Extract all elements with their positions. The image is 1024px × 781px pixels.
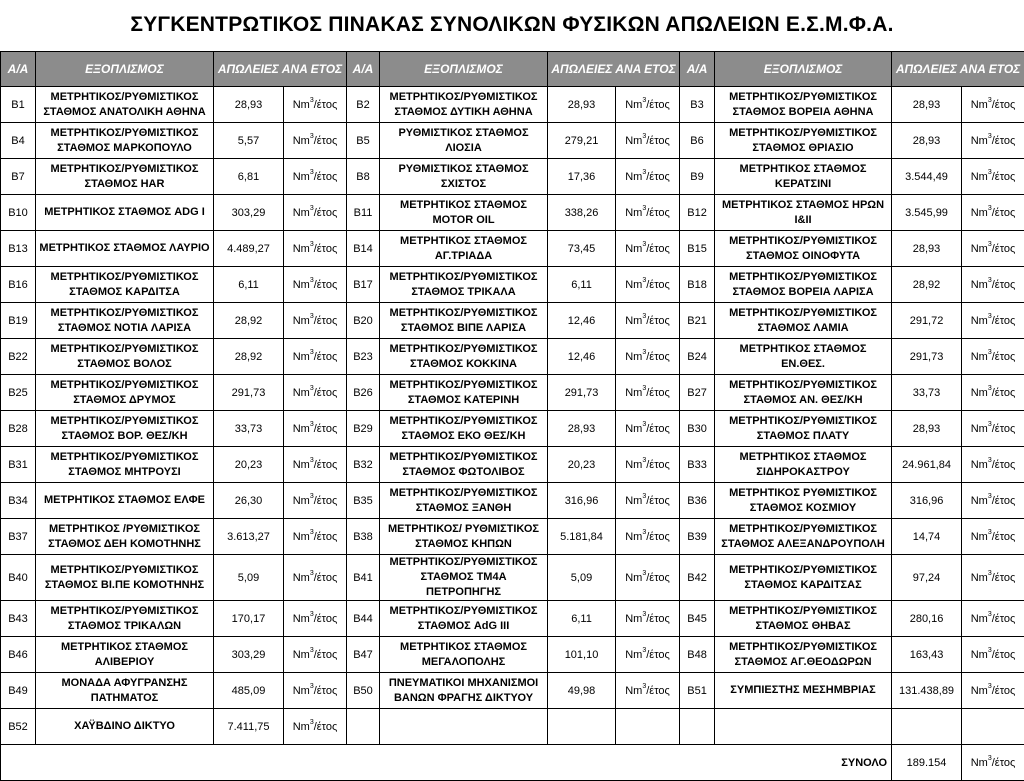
loss-value: 3.545,99: [892, 195, 962, 231]
station-name: ΡΥΘΜΙΣΤΙΚΟΣ ΣΤΑΘΜΟΣ ΛΙΟΣΙΑ: [380, 123, 548, 159]
loss-value: 49,98: [548, 673, 616, 709]
station-code: B31: [1, 447, 36, 483]
loss-value: 303,29: [214, 637, 284, 673]
station-code: B27: [680, 375, 715, 411]
loss-unit: Nm$^3$/έτος: [284, 87, 347, 123]
station-code: B49: [1, 673, 36, 709]
loss-unit: Nm$^3$/έτος: [284, 637, 347, 673]
station-name: ΜΕΤΡΗΤΙΚΟΣ ΣΤΑΘΜΟΣ ΗΡΩΝ I&II: [715, 195, 892, 231]
loss-unit: Nm$^3$/έτος: [962, 555, 1024, 601]
station-name: ΜΕΤΡΗΤΙΚΟΣ/ΡΥΘΜΙΣΤΙΚΟΣ ΣΤΑΘΜΟΣ ΔΥΤΙΚΗ ΑΘΗΝΑ: [380, 87, 548, 123]
station-code: B52: [1, 709, 36, 745]
loss-unit: Nm$^3$/έτος: [962, 123, 1024, 159]
station-code: B15: [680, 231, 715, 267]
station-name: ΜΕΤΡΗΤΙΚΟΣ/ΡΥΘΜΙΣΤΙΚΟΣ ΣΤΑΘΜΟΣ ΜΑΡΚΟΠΟΥΛΟ: [36, 123, 214, 159]
loss-value: 6,11: [214, 267, 284, 303]
loss-value: 73,45: [548, 231, 616, 267]
loss-value: [548, 709, 616, 745]
station-name: ΜΕΤΡΗΤΙΚΟΣ/ΡΥΘΜΙΣΤΙΚΟΣ ΣΤΑΘΜΟΣ ΔΡΥΜΟΣ: [36, 375, 214, 411]
station-code: B50: [347, 673, 380, 709]
loss-unit: Nm$^3$/έτος: [616, 123, 680, 159]
table-row: [1, 637, 1024, 673]
table-row: [1, 447, 1024, 483]
loss-value: 279,21: [548, 123, 616, 159]
station-name: ΜΕΤΡΗΤΙΚΟΣ ΣΤΑΘΜΟΣ ΛΑΥΡΙΟ: [36, 231, 214, 267]
table-row: [1, 267, 1024, 303]
loss-value: 28,93: [548, 87, 616, 123]
table-row: [1, 411, 1024, 447]
table-row: [1, 601, 1024, 637]
header-equipment: ΕΞΟΠΛΙΣΜΟΣ: [715, 52, 892, 87]
station-name: ΜΕΤΡΗΤΙΚΟΣ /ΡΥΘΜΙΣΤΙΚΟΣ ΣΤΑΘΜΟΣ ΔΕΗ ΚΟΜΟΤΗΝΗΣ: [36, 519, 214, 555]
table-row: [1, 709, 1024, 745]
station-code: B26: [347, 375, 380, 411]
station-name: ΜΕΤΡΗΤΙΚΟΣ ΣΤΑΘΜΟΣ ΕΛΦΕ: [36, 483, 214, 519]
loss-value: 3.613,27: [214, 519, 284, 555]
station-name: ΜΕΤΡΗΤΙΚΟΣ ΣΤΑΘΜΟΣ ΑΛΙΒΕΡΙΟΥ: [36, 637, 214, 673]
loss-value: 316,96: [892, 483, 962, 519]
loss-value: 28,92: [214, 339, 284, 375]
loss-unit: Nm$^3$/έτος: [284, 447, 347, 483]
loss-unit: Nm$^3$/έτος: [284, 601, 347, 637]
station-name: ΜΕΤΡΗΤΙΚΟΣ/ΡΥΘΜΙΣΤΙΚΟΣ ΣΤΑΘΜΟΣ ΑΝ. ΘΕΣ/ΚΗ: [715, 375, 892, 411]
loss-unit: Nm$^3$/έτος: [284, 303, 347, 339]
station-code: B47: [347, 637, 380, 673]
station-code: B19: [1, 303, 36, 339]
station-name: ΜΕΤΡΗΤΙΚΟΣ/ ΡΥΘΜΙΣΤΙΚΟΣ ΣΤΑΘΜΟΣ ΚΗΠΩΝ: [380, 519, 548, 555]
loss-unit: Nm$^3$/έτος: [616, 637, 680, 673]
loss-unit: Nm$^3$/έτος: [284, 375, 347, 411]
station-name: ΜΕΤΡΗΤΙΚΟΣ/ΡΥΘΜΙΣΤΙΚΟΣ ΣΤΑΘΜΟΣ ΒΟΛΟΣ: [36, 339, 214, 375]
total-unit: Nm$^3$/έτος: [962, 745, 1024, 781]
header-aa: Α/Α: [680, 52, 715, 87]
station-code: B43: [1, 601, 36, 637]
loss-unit: Nm$^3$/έτος: [616, 375, 680, 411]
loss-value: 33,73: [892, 375, 962, 411]
table-row: [1, 555, 1024, 601]
station-name: ΜΕΤΡΗΤΙΚΟΣ/ΡΥΘΜΙΣΤΙΚΟΣ ΣΤΑΘΜΟΣ ΑΛΕΞΑΝΔΡΟΥΠΟΛΗ: [715, 519, 892, 555]
loss-value: 280,16: [892, 601, 962, 637]
loss-value: 14,74: [892, 519, 962, 555]
station-code: B14: [347, 231, 380, 267]
station-code: B40: [1, 555, 36, 601]
loss-unit: Nm$^3$/έτος: [284, 267, 347, 303]
station-name: ΜΕΤΡΗΤΙΚΟΣ/ΡΥΘΜΙΣΤΙΚΟΣ ΣΤΑΘΜΟΣ ΦΩΤΟΛΙΒΟΣ: [380, 447, 548, 483]
station-name: ΜΕΤΡΗΤΙΚΟΣ/ΡΥΘΜΙΣΤΙΚΟΣ ΣΤΑΘΜΟΣ ΚΑΤΕΡΙΝΗ: [380, 375, 548, 411]
loss-value: 24.961,84: [892, 447, 962, 483]
loss-value: 316,96: [548, 483, 616, 519]
station-code: B42: [680, 555, 715, 601]
station-code: B4: [1, 123, 36, 159]
loss-value: 26,30: [214, 483, 284, 519]
loss-value: 485,09: [214, 673, 284, 709]
loss-value: 5,09: [548, 555, 616, 601]
station-name: ΜΕΤΡΗΤΙΚΟΣ ΡΥΘΜΙΣΤΙΚΟΣ ΣΤΑΘΜΟΣ ΚΟΣΜΙΟΥ: [715, 483, 892, 519]
loss-unit: Nm$^3$/έτος: [962, 267, 1024, 303]
table-row: [1, 303, 1024, 339]
loss-value: 12,46: [548, 303, 616, 339]
table-row: [1, 339, 1024, 375]
station-name: ΜΕΤΡΗΤΙΚΟΣ/ΡΥΘΜΙΣΤΙΚΟΣ ΣΤΑΘΜΟΣ ΒΟΡ. ΘΕΣ/ΚΗ: [36, 411, 214, 447]
loss-value: 12,46: [548, 339, 616, 375]
loss-value: 4.489,27: [214, 231, 284, 267]
loss-value: 5,57: [214, 123, 284, 159]
loss-value: 28,92: [214, 303, 284, 339]
station-name: ΜΕΤΡΗΤΙΚΟΣ ΣΤΑΘΜΟΣ MOTOR OIL: [380, 195, 548, 231]
loss-value: 28,93: [548, 411, 616, 447]
station-name: ΜΕΤΡΗΤΙΚΟΣ ΣΤΑΘΜΟΣ ΚΕΡΑΤΣΙΝΙ: [715, 159, 892, 195]
loss-value: 6,11: [548, 601, 616, 637]
loss-unit: Nm$^3$/έτος: [616, 87, 680, 123]
loss-unit: Nm$^3$/έτος: [616, 195, 680, 231]
loss-unit: Nm$^3$/έτος: [962, 195, 1024, 231]
station-name: ΜΕΤΡΗΤΙΚΟΣ/ΡΥΘΜΙΣΤΙΚΟΣ ΣΤΑΘΜΟΣ ΒΙΠΕ ΛΑΡΙΣΑ: [380, 303, 548, 339]
loss-unit: Nm$^3$/έτος: [284, 159, 347, 195]
loss-value: 291,73: [548, 375, 616, 411]
loss-unit: Nm$^3$/έτος: [962, 447, 1024, 483]
station-code: B7: [1, 159, 36, 195]
losses-table: [0, 51, 1024, 781]
loss-unit: Nm$^3$/έτος: [962, 673, 1024, 709]
loss-unit: Nm$^3$/έτος: [616, 339, 680, 375]
loss-unit: Nm$^3$/έτος: [962, 87, 1024, 123]
loss-value: 101,10: [548, 637, 616, 673]
loss-value: 28,93: [892, 411, 962, 447]
loss-unit: Nm$^3$/έτος: [616, 159, 680, 195]
station-code: B25: [1, 375, 36, 411]
loss-unit: Nm$^3$/έτος: [616, 267, 680, 303]
table-row: [1, 483, 1024, 519]
station-name: ΜΕΤΡΗΤΙΚΟΣ/ΡΥΘΜΙΣΤΙΚΟΣ ΣΤΑΘΜΟΣ ΝΟΤΙΑ ΛΑΡΙΣΑ: [36, 303, 214, 339]
loss-value: 28,93: [892, 231, 962, 267]
station-name: [380, 709, 548, 745]
table-row: [1, 195, 1024, 231]
station-code: B45: [680, 601, 715, 637]
station-code: B16: [1, 267, 36, 303]
station-name: ΧΑΫΒΔΙΝΟ ΔΙΚΤΥΟ: [36, 709, 214, 745]
loss-value: 3.544,49: [892, 159, 962, 195]
loss-unit: Nm$^3$/έτος: [284, 411, 347, 447]
header-losses: ΑΠΩΛΕΙΕΣ ΑΝΑ ΕΤΟΣ: [548, 52, 680, 87]
station-code: B37: [1, 519, 36, 555]
loss-value: 97,24: [892, 555, 962, 601]
loss-unit: Nm$^3$/έτος: [962, 231, 1024, 267]
station-code: B5: [347, 123, 380, 159]
station-code: B21: [680, 303, 715, 339]
station-name: ΜΕΤΡΗΤΙΚΟΣ/ΡΥΘΜΙΣΤΙΚΟΣ ΣΤΑΘΜΟΣ ΑΝΑΤΟΛΙΚΗ ΑΘΗΝΑ: [36, 87, 214, 123]
loss-value: 303,29: [214, 195, 284, 231]
loss-unit: Nm$^3$/έτος: [616, 555, 680, 601]
loss-unit: Nm$^3$/έτος: [616, 601, 680, 637]
station-name: ΜΕΤΡΗΤΙΚΟΣ/ΡΥΘΜΙΣΤΙΚΟΣ ΣΤΑΘΜΟΣ ΒΟΡΕΙΑ ΛΑΡΙΣΑ: [715, 267, 892, 303]
loss-value: 131.438,89: [892, 673, 962, 709]
station-name: ΜΕΤΡΗΤΙΚΟΣ/ΡΥΘΜΙΣΤΙΚΟΣ ΣΤΑΘΜΟΣ ΤΡΙΚΑΛΩΝ: [36, 601, 214, 637]
loss-value: 170,17: [214, 601, 284, 637]
header-losses: ΑΠΩΛΕΙΕΣ ΑΝΑ ΕΤΟΣ: [892, 52, 1024, 87]
loss-value: 6,11: [548, 267, 616, 303]
station-name: ΜΕΤΡΗΤΙΚΟΣ/ΡΥΘΜΙΣΤΙΚΟΣ ΣΤΑΘΜΟΣ AdG III: [380, 601, 548, 637]
table-row: [1, 375, 1024, 411]
table-row: [1, 123, 1024, 159]
station-code: B39: [680, 519, 715, 555]
loss-value: 33,73: [214, 411, 284, 447]
station-name: ΜΕΤΡΗΤΙΚΟΣ/ΡΥΘΜΙΣΤΙΚΟΣ ΣΤΑΘΜΟΣ ΟΙΝΟΦΥΤΑ: [715, 231, 892, 267]
station-name: ΠΝΕΥΜΑΤΙΚΟΙ ΜΗΧΑΝΙΣΜΟΙ ΒΑΝΩΝ ΦΡΑΓΗΣ ΔΙΚΤΥΟΥ: [380, 673, 548, 709]
station-code: B11: [347, 195, 380, 231]
station-code: B30: [680, 411, 715, 447]
station-code: B22: [1, 339, 36, 375]
total-label: ΣΥΝΟΛΟ: [1, 745, 892, 781]
station-code: B1: [1, 87, 36, 123]
loss-unit: [962, 709, 1024, 745]
station-code: B41: [347, 555, 380, 601]
station-name: ΜΕΤΡΗΤΙΚΟΣ ΣΤΑΘΜΟΣ ΑΓ.ΤΡΙΑΔΑ: [380, 231, 548, 267]
station-code: B10: [1, 195, 36, 231]
station-code: B8: [347, 159, 380, 195]
station-name: ΜΕΤΡΗΤΙΚΟΣ ΣΤΑΘΜΟΣ ΣΙΔΗΡΟΚΑΣΤΡΟΥ: [715, 447, 892, 483]
station-code: B51: [680, 673, 715, 709]
loss-unit: Nm$^3$/έτος: [284, 123, 347, 159]
station-code: B33: [680, 447, 715, 483]
station-code: B2: [347, 87, 380, 123]
loss-unit: Nm$^3$/έτος: [962, 159, 1024, 195]
station-name: ΜΕΤΡΗΤΙΚΟΣ/ΡΥΘΜΙΣΤΙΚΟΣ ΣΤΑΘΜΟΣ ΒΟΡΕΙΑ ΑΘΗΝΑ: [715, 87, 892, 123]
station-name: ΜΕΤΡΗΤΙΚΟΣ/ΡΥΘΜΙΣΤΙΚΟΣ ΣΤΑΘΜΟΣ HAR: [36, 159, 214, 195]
loss-value: 5.181,84: [548, 519, 616, 555]
loss-value: 163,43: [892, 637, 962, 673]
loss-unit: Nm$^3$/έτος: [962, 519, 1024, 555]
loss-unit: Nm$^3$/έτος: [616, 231, 680, 267]
loss-unit: Nm$^3$/έτος: [284, 339, 347, 375]
header-aa: Α/Α: [347, 52, 380, 87]
loss-unit: Nm$^3$/έτος: [962, 303, 1024, 339]
header-losses: ΑΠΩΛΕΙΕΣ ΑΝΑ ΕΤΟΣ: [214, 52, 347, 87]
loss-unit: Nm$^3$/έτος: [284, 483, 347, 519]
station-code: B9: [680, 159, 715, 195]
station-name: ΜΕΤΡΗΤΙΚΟΣ/ΡΥΘΜΙΣΤΙΚΟΣ ΣΤΑΘΜΟΣ ΘΗΒΑΣ: [715, 601, 892, 637]
table-row: [1, 673, 1024, 709]
station-code: B13: [1, 231, 36, 267]
header-equipment: ΕΞΟΠΛΙΣΜΟΣ: [36, 52, 214, 87]
loss-unit: Nm$^3$/έτος: [616, 483, 680, 519]
loss-unit: Nm$^3$/έτος: [284, 195, 347, 231]
station-code: B3: [680, 87, 715, 123]
total-value: 189.154: [892, 745, 962, 781]
loss-value: 5,09: [214, 555, 284, 601]
station-name: ΜΕΤΡΗΤΙΚΟΣ/ΡΥΘΜΙΣΤΙΚΟΣ ΣΤΑΘΜΟΣ ΛΑΜΙΑ: [715, 303, 892, 339]
loss-value: 291,73: [214, 375, 284, 411]
station-code: B17: [347, 267, 380, 303]
station-code: B32: [347, 447, 380, 483]
station-code: B24: [680, 339, 715, 375]
loss-unit: [616, 709, 680, 745]
loss-value: 20,23: [214, 447, 284, 483]
station-name: ΜΕΤΡΗΤΙΚΟΣ/ΡΥΘΜΙΣΤΙΚΟΣ ΣΤΑΘΜΟΣ ΑΓ.ΘΕΟΔΩΡΩΝ: [715, 637, 892, 673]
loss-value: 7.411,75: [214, 709, 284, 745]
loss-value: 28,93: [214, 87, 284, 123]
station-name: ΜΕΤΡΗΤΙΚΟΣ/ΡΥΘΜΙΣΤΙΚΟΣ ΣΤΑΘΜΟΣ ΤΡΙΚΑΛΑ: [380, 267, 548, 303]
loss-unit: Nm$^3$/έτος: [616, 447, 680, 483]
station-name: ΜΕΤΡΗΤΙΚΟΣ/ΡΥΘΜΙΣΤΙΚΟΣ ΣΤΑΘΜΟΣ ΒΙ.ΠΕ ΚΟΜΟΤΗΝΗΣ: [36, 555, 214, 601]
station-name: [715, 709, 892, 745]
station-name: ΜΕΤΡΗΤΙΚΟΣ/ΡΥΘΜΙΣΤΙΚΟΣ ΣΤΑΘΜΟΣ ΜΗΤΡΟΥΣΙ: [36, 447, 214, 483]
station-name: ΜΕΤΡΗΤΙΚΟΣ/ΡΥΘΜΙΣΤΙΚΟΣ ΣΤΑΘΜΟΣ ΤΜ4Α ΠΕΤΡΟΠΗΓΗΣ: [380, 555, 548, 601]
station-name: ΣΥΜΠΙΕΣΤΗΣ ΜΕΣΗΜΒΡΙΑΣ: [715, 673, 892, 709]
loss-unit: Nm$^3$/έτος: [962, 375, 1024, 411]
station-name: ΜΕΤΡΗΤΙΚΟΣ/ΡΥΘΜΙΣΤΙΚΟΣ ΣΤΑΘΜΟΣ ΚΑΡΔΙΤΣΑΣ: [715, 555, 892, 601]
station-code: B29: [347, 411, 380, 447]
station-code: B20: [347, 303, 380, 339]
loss-value: 28,93: [892, 87, 962, 123]
station-name: ΜΕΤΡΗΤΙΚΟΣ ΣΤΑΘΜΟΣ ADG I: [36, 195, 214, 231]
loss-value: 6,81: [214, 159, 284, 195]
station-name: ΜΕΤΡΗΤΙΚΟΣ ΣΤΑΘΜΟΣ ΕΝ.ΘΕΣ.: [715, 339, 892, 375]
station-code: B23: [347, 339, 380, 375]
total-row: [1, 745, 1024, 781]
loss-value: 28,93: [892, 123, 962, 159]
station-code: B36: [680, 483, 715, 519]
station-code: [680, 709, 715, 745]
station-code: B48: [680, 637, 715, 673]
station-code: B34: [1, 483, 36, 519]
station-code: B35: [347, 483, 380, 519]
loss-value: 291,73: [892, 339, 962, 375]
loss-unit: Nm$^3$/έτος: [962, 411, 1024, 447]
page-title: ΣΥΓΚΕΝΤΡΩΤΙΚΟΣ ΠΙΝΑΚΑΣ ΣΥΝΟΛΙΚΩΝ ΦΥΣΙΚΩΝ ΑΠΩΛΕΙΩΝ Ε.Σ.Μ.Φ.Α.: [0, 0, 1024, 46]
header-equipment: ΕΞΟΠΛΙΣΜΟΣ: [380, 52, 548, 87]
loss-value: 28,92: [892, 267, 962, 303]
station-code: B18: [680, 267, 715, 303]
station-code: B6: [680, 123, 715, 159]
station-code: B44: [347, 601, 380, 637]
loss-unit: Nm$^3$/έτος: [962, 483, 1024, 519]
loss-value: 291,72: [892, 303, 962, 339]
loss-unit: Nm$^3$/έτος: [284, 231, 347, 267]
station-name: ΜΕΤΡΗΤΙΚΟΣ/ΡΥΘΜΙΣΤΙΚΟΣ ΣΤΑΘΜΟΣ ΕΚΟ ΘΕΣ/ΚΗ: [380, 411, 548, 447]
loss-unit: Nm$^3$/έτος: [284, 519, 347, 555]
station-name: ΡΥΘΜΙΣΤΙΚΟΣ ΣΤΑΘΜΟΣ ΣΧΙΣΤΟΣ: [380, 159, 548, 195]
loss-value: 20,23: [548, 447, 616, 483]
loss-unit: Nm$^3$/έτος: [616, 519, 680, 555]
loss-value: 17,36: [548, 159, 616, 195]
table-row: [1, 231, 1024, 267]
station-code: B28: [1, 411, 36, 447]
station-name: ΜΕΤΡΗΤΙΚΟΣ/ΡΥΘΜΙΣΤΙΚΟΣ ΣΤΑΘΜΟΣ ΞΑΝΘΗ: [380, 483, 548, 519]
station-code: B38: [347, 519, 380, 555]
loss-unit: Nm$^3$/έτος: [616, 303, 680, 339]
table-row: [1, 519, 1024, 555]
table-row: [1, 159, 1024, 195]
station-name: ΜΟΝΑΔΑ ΑΦΥΓΡΑΝΣΗΣ ΠΑΤΗΜΑΤΟΣ: [36, 673, 214, 709]
loss-unit: Nm$^3$/έτος: [616, 673, 680, 709]
station-code: [347, 709, 380, 745]
loss-value: [892, 709, 962, 745]
loss-value: 338,26: [548, 195, 616, 231]
station-name: ΜΕΤΡΗΤΙΚΟΣ/ΡΥΘΜΙΣΤΙΚΟΣ ΣΤΑΘΜΟΣ ΚΑΡΔΙΤΣΑ: [36, 267, 214, 303]
station-name: ΜΕΤΡΗΤΙΚΟΣ/ΡΥΘΜΙΣΤΙΚΟΣ ΣΤΑΘΜΟΣ ΘΡΙΑΣΙΟ: [715, 123, 892, 159]
loss-unit: Nm$^3$/έτος: [962, 339, 1024, 375]
header-row: [1, 52, 1024, 87]
station-name: ΜΕΤΡΗΤΙΚΟΣ/ΡΥΘΜΙΣΤΙΚΟΣ ΣΤΑΘΜΟΣ ΠΛΑΤΥ: [715, 411, 892, 447]
loss-unit: Nm$^3$/έτος: [962, 601, 1024, 637]
station-code: B46: [1, 637, 36, 673]
loss-unit: Nm$^3$/έτος: [284, 709, 347, 745]
loss-unit: Nm$^3$/έτος: [962, 637, 1024, 673]
table-row: [1, 87, 1024, 123]
loss-unit: Nm$^3$/έτος: [284, 673, 347, 709]
header-aa: Α/Α: [1, 52, 36, 87]
station-name: ΜΕΤΡΗΤΙΚΟΣ ΣΤΑΘΜΟΣ ΜΕΓΑΛΟΠΟΛΗΣ: [380, 637, 548, 673]
station-code: B12: [680, 195, 715, 231]
loss-unit: Nm$^3$/έτος: [284, 555, 347, 601]
station-name: ΜΕΤΡΗΤΙΚΟΣ/ΡΥΘΜΙΣΤΙΚΟΣ ΣΤΑΘΜΟΣ ΚΟΚΚΙΝΑ: [380, 339, 548, 375]
loss-unit: Nm$^3$/έτος: [616, 411, 680, 447]
